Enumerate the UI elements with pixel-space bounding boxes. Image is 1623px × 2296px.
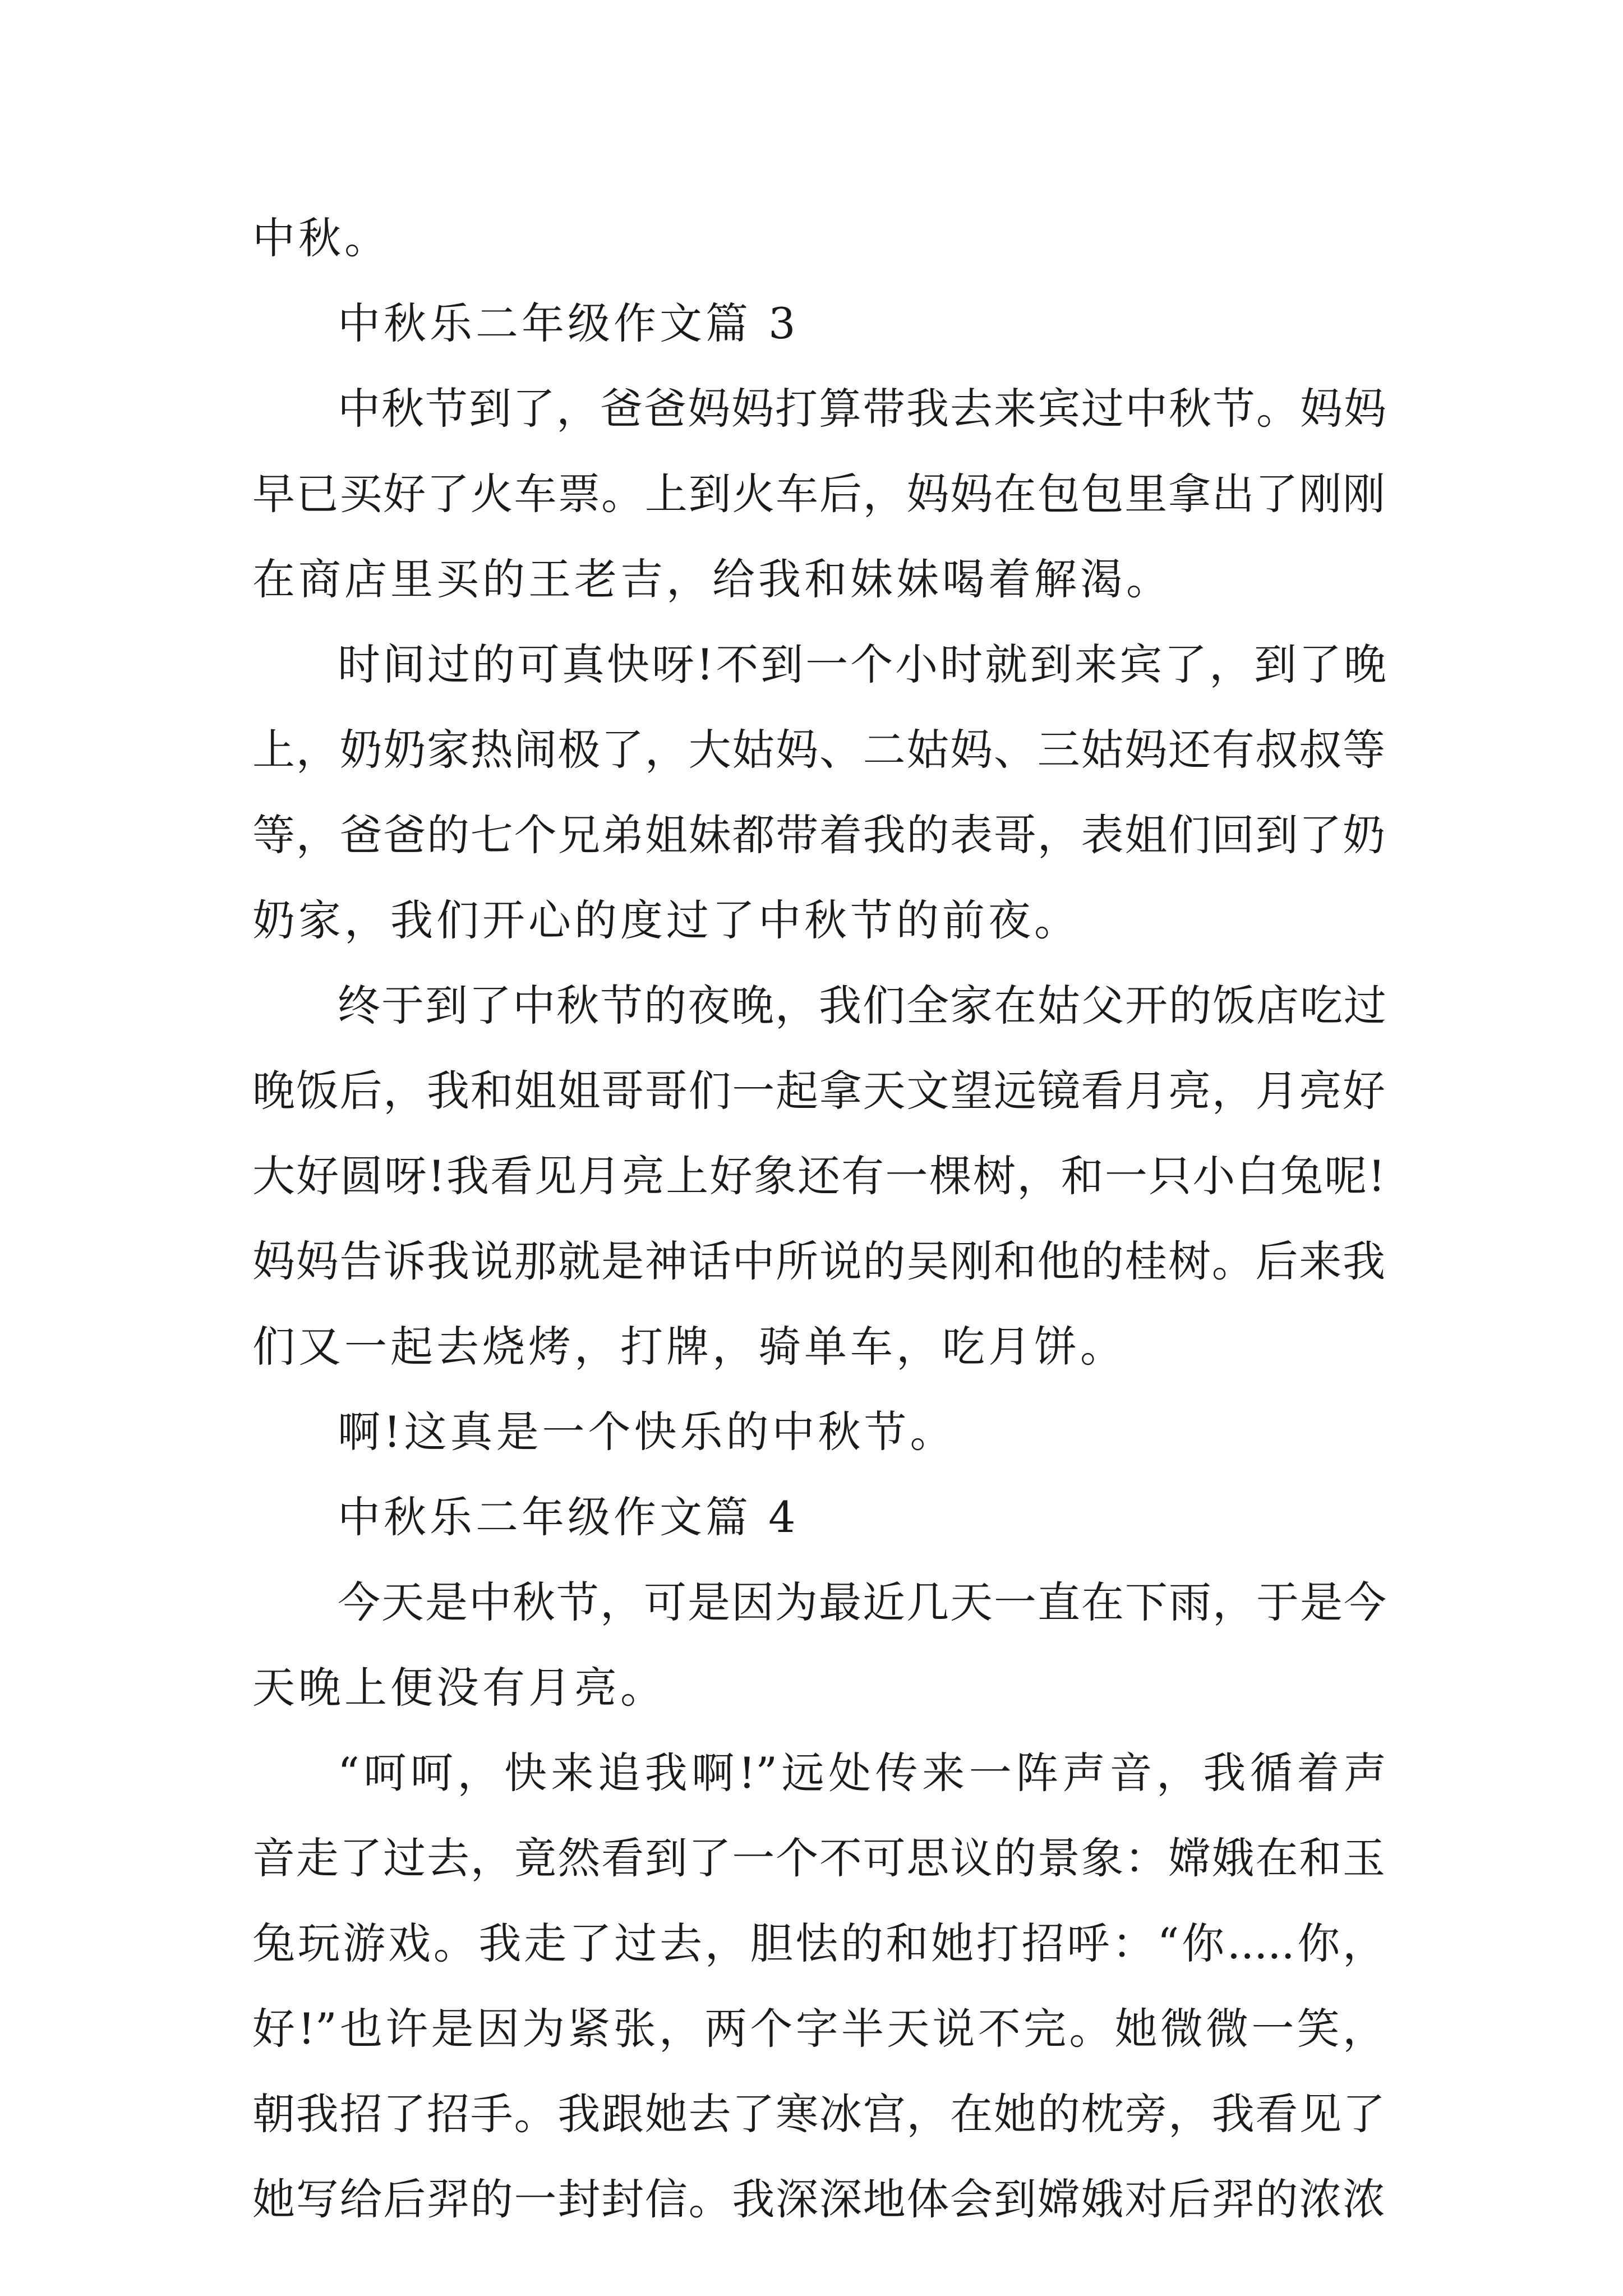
paragraph-line: 啊!这真是一个快乐的中秋节。: [338, 1407, 956, 1457]
paragraph-line: 中秋节到了，爸爸妈妈打算带我去来宾过中秋节。妈妈: [338, 384, 1386, 434]
paragraph-line: 早已买好了火车票。上到火车后，妈妈在包包里拿出了刚刚: [252, 469, 1385, 519]
paragraph-line: 时间过的可真快呀!不到一个小时就到来宾了，到了晚: [338, 639, 1386, 689]
paragraph-line: 今天是中秋节，可是因为最近几天一直在下雨，于是今: [338, 1577, 1386, 1627]
paragraph-line: 上，奶奶家热闹极了，大姑妈、二姑妈、三姑妈还有叔叔等: [252, 725, 1385, 775]
section-heading-4: 中秋乐二年级作文篇 4: [338, 1492, 799, 1542]
paragraph-line: 们又一起去烧烤，打牌，骑单车，吃月饼。: [252, 1322, 1126, 1372]
paragraph-line: 在商店里买的王老吉，给我和妹妹喝着解渴。: [252, 554, 1172, 604]
paragraph-line: 好!”也许是因为紧张，两个字半天说不完。她微微一笑，: [252, 2004, 1385, 2054]
paragraph-line: 终于到了中秋节的夜晚，我们全家在姑父开的饭店吃过: [338, 981, 1386, 1030]
paragraph-line: 妈妈告诉我说那就是神话中所说的吴刚和他的桂树。后来我: [252, 1236, 1385, 1286]
paragraph-line: 等，爸爸的七个兄弟姐妹都带着我的表哥，表姐们回到了奶: [252, 810, 1385, 860]
text-line-continuation: 中秋。: [252, 213, 390, 263]
paragraph-line: 天晚上便没有月亮。: [252, 1663, 666, 1713]
paragraph-line: 朝我招了招手。我跟她去了寒冰宫，在她的枕旁，我看见了: [252, 2089, 1385, 2139]
paragraph-line: 她写给后羿的一封封信。我深深地体会到嫦娥对后羿的浓浓: [252, 2174, 1385, 2224]
paragraph-line: 兔玩游戏。我走了过去，胆怯的和她打招呼：“你.....你，: [252, 1918, 1385, 1968]
paragraph-line: 晚饭后，我和姐姐哥哥们一起拿天文望远镜看月亮，月亮好: [252, 1066, 1385, 1116]
section-heading-3: 中秋乐二年级作文篇 3: [338, 298, 799, 348]
paragraph-line: 大好圆呀!我看见月亮上好象还有一棵树，和一只小白兔呢!: [252, 1151, 1385, 1201]
paragraph-line: “呵呵，快来追我啊!”远处传来一阵声音，我循着声: [338, 1748, 1386, 1798]
paragraph-line: 音走了过去，竟然看到了一个不可思议的景象：嫦娥在和玉: [252, 1833, 1385, 1883]
paragraph-line: 奶家，我们开心的度过了中秋节的前夜。: [252, 895, 1080, 945]
